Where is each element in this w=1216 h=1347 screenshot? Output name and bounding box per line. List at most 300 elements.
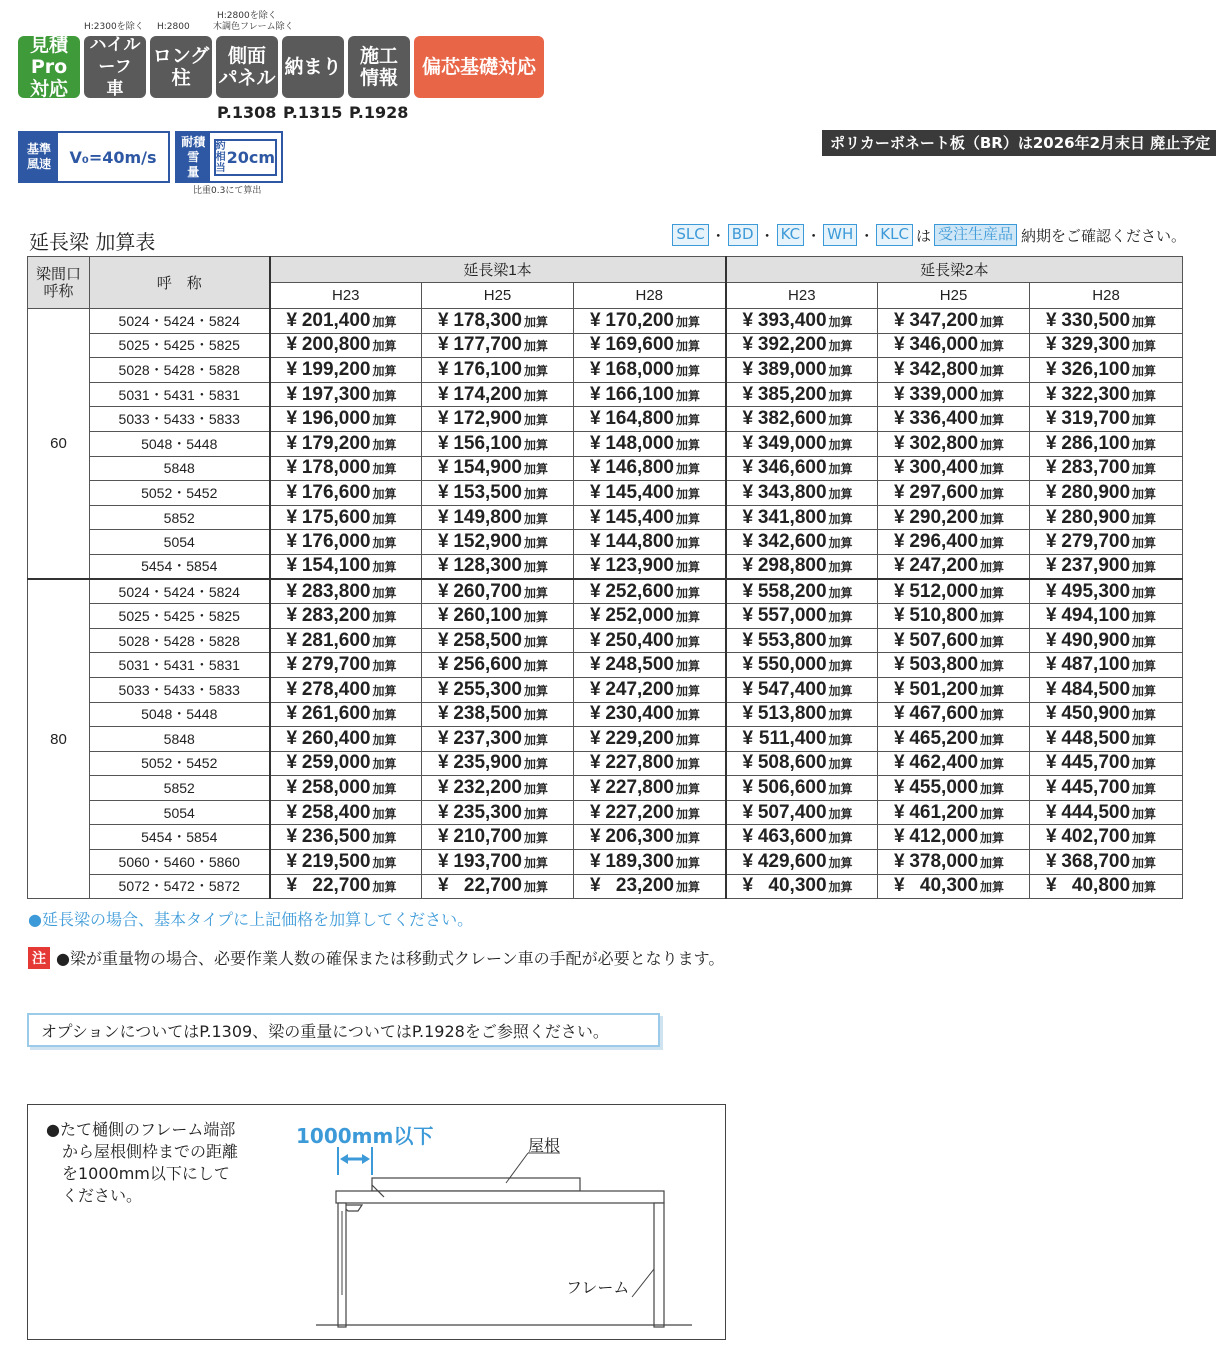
model-cell: 5848 <box>90 727 270 752</box>
price-cell <box>1030 530 1183 555</box>
wind-value: V₀=40m/s <box>69 147 157 167</box>
model-cell: 5852 <box>90 505 270 530</box>
price-amount: 154,900 <box>453 457 522 479</box>
yen-sign: ¥ <box>438 801 449 823</box>
header-group1: 延長梁1本 <box>270 257 726 283</box>
price-amount: 507,400 <box>757 801 827 823</box>
add-label: 加算 <box>372 855 397 870</box>
price-amount: 280,900 <box>1061 506 1131 528</box>
add-label: 加算 <box>372 609 397 624</box>
yen-sign: ¥ <box>894 358 905 380</box>
price-amount: 256,600 <box>453 654 522 676</box>
add-label: 加算 <box>828 806 853 821</box>
add-label: 加算 <box>980 708 1005 723</box>
price-amount: 445,700 <box>1061 752 1131 774</box>
yen-sign: ¥ <box>1046 826 1057 848</box>
price-cell <box>422 751 574 776</box>
price-amount: 558,200 <box>757 580 827 602</box>
model-cell: 5033・5433・5833 <box>90 677 270 702</box>
price-amount: 412,000 <box>909 826 979 848</box>
add-label: 加算 <box>676 486 701 501</box>
price-amount: 206,300 <box>605 826 674 848</box>
yen-sign: ¥ <box>286 703 298 725</box>
table-row <box>28 554 1183 579</box>
price-cell <box>878 751 1030 776</box>
add-label: 加算 <box>1132 732 1157 747</box>
price-amount: 336,400 <box>909 408 979 430</box>
price-amount: 461,200 <box>909 801 979 823</box>
add-label: 加算 <box>828 560 853 575</box>
price-cell <box>726 530 878 555</box>
yen-sign: ¥ <box>590 727 601 749</box>
price-cell <box>422 358 574 383</box>
model-cell: 5454・5854 <box>90 554 270 579</box>
add-label: 加算 <box>1132 806 1157 821</box>
model-cell: 5024・5424・5824 <box>90 309 270 334</box>
side-note-2: 木調色フレーム除く <box>213 22 294 32</box>
eccentric-foundation-badge: 偏芯基礎対応 <box>414 36 544 98</box>
price-cell <box>270 702 422 727</box>
price-amount: 235,300 <box>453 801 522 823</box>
price-amount: 467,600 <box>909 703 979 725</box>
add-label: 加算 <box>372 831 397 846</box>
yen-sign: ¥ <box>894 801 905 823</box>
add-label: 加算 <box>372 437 397 452</box>
price-cell <box>878 407 1030 432</box>
price-amount: 164,800 <box>605 408 674 430</box>
add-label: 加算 <box>828 782 853 797</box>
yen-sign: ¥ <box>1046 654 1057 676</box>
price-amount: 154,100 <box>301 555 371 577</box>
yen-sign: ¥ <box>1046 408 1057 430</box>
table-row <box>28 407 1183 432</box>
yen-sign: ¥ <box>1046 432 1057 454</box>
price-cell <box>726 431 878 456</box>
yen-sign: ¥ <box>894 875 905 897</box>
yen-sign: ¥ <box>286 358 298 380</box>
price-amount: 341,800 <box>757 506 827 528</box>
yen-sign: ¥ <box>894 555 905 577</box>
price-cell <box>422 530 574 555</box>
price-cell <box>878 825 1030 850</box>
yen-sign: ¥ <box>742 604 754 626</box>
price-amount: 152,900 <box>453 531 522 553</box>
add-label: 加算 <box>524 486 549 501</box>
yen-sign: ¥ <box>438 358 449 380</box>
price-amount: 281,600 <box>301 629 371 651</box>
yen-sign: ¥ <box>742 481 754 503</box>
add-label: 加算 <box>676 609 701 624</box>
add-label: 加算 <box>524 708 549 723</box>
add-label: 加算 <box>676 683 701 698</box>
yen-sign: ¥ <box>438 408 449 430</box>
yen-sign: ¥ <box>590 875 601 897</box>
yen-sign: ¥ <box>894 727 905 749</box>
table-row <box>28 579 1183 604</box>
yen-sign: ¥ <box>590 850 601 872</box>
price-amount: 22,700 <box>463 875 522 897</box>
yen-sign: ¥ <box>894 309 905 331</box>
price-amount: 465,200 <box>909 727 979 749</box>
price-amount: 260,700 <box>453 580 522 602</box>
price-amount: 227,200 <box>605 801 674 823</box>
yen-sign: ¥ <box>286 777 298 799</box>
price-cell <box>270 309 422 334</box>
add-label: 加算 <box>676 560 701 575</box>
snow-value: 20cm <box>226 147 275 167</box>
price-cell <box>422 431 574 456</box>
add-label: 加算 <box>524 732 549 747</box>
model-cell: 5025・5425・5825 <box>90 604 270 629</box>
add-label: 加算 <box>980 782 1005 797</box>
add-label: 加算 <box>1132 683 1157 698</box>
yen-sign: ¥ <box>286 334 298 356</box>
price-amount: 172,900 <box>453 408 522 430</box>
snow-suffix: 相当 <box>215 151 226 174</box>
yen-sign: ¥ <box>438 826 449 848</box>
price-amount: 319,700 <box>1061 408 1131 430</box>
yen-sign: ¥ <box>590 457 601 479</box>
yen-sign: ¥ <box>742 727 754 749</box>
yen-sign: ¥ <box>894 703 905 725</box>
tag-slc: SLC <box>672 224 708 246</box>
price-cell <box>726 825 878 850</box>
price-cell <box>1030 309 1183 334</box>
yen-sign: ¥ <box>286 752 298 774</box>
footnote-heavy <box>28 946 724 969</box>
price-amount: 146,800 <box>605 457 674 479</box>
tag-kc: KC <box>777 224 805 246</box>
add-label: 加算 <box>676 634 701 649</box>
add-label: 加算 <box>980 536 1005 551</box>
yen-sign: ¥ <box>1046 777 1057 799</box>
table-row <box>28 776 1183 801</box>
price-cell <box>270 850 422 875</box>
price-amount: 166,100 <box>605 383 674 405</box>
add-label: 加算 <box>828 831 853 846</box>
model-cell: 5025・5425・5825 <box>90 333 270 358</box>
price-amount: 177,700 <box>453 334 522 356</box>
price-cell <box>878 530 1030 555</box>
price-cell <box>574 727 726 752</box>
yen-sign: ¥ <box>742 383 754 405</box>
price-cell <box>878 702 1030 727</box>
yen-sign: ¥ <box>438 777 449 799</box>
model-cell: 5024・5424・5824 <box>90 579 270 604</box>
model-cell: 5052・5452 <box>90 481 270 506</box>
add-label: 加算 <box>676 659 701 674</box>
add-label: 加算 <box>676 806 701 821</box>
mitsumori-pro-badge: 見積Pro 対応 <box>18 36 80 98</box>
add-label: 加算 <box>372 683 397 698</box>
add-label: 加算 <box>524 855 549 870</box>
yen-sign: ¥ <box>742 334 754 356</box>
price-cell <box>878 333 1030 358</box>
add-label: 加算 <box>524 536 549 551</box>
add-label: 加算 <box>1132 609 1157 624</box>
price-cell <box>1030 702 1183 727</box>
table-row <box>28 874 1183 899</box>
yen-sign: ¥ <box>438 555 449 577</box>
add-label: 加算 <box>524 634 549 649</box>
yen-sign: ¥ <box>742 826 754 848</box>
add-label: 加算 <box>980 880 1005 895</box>
yen-sign: ¥ <box>742 506 754 528</box>
price-amount: 144,800 <box>605 531 674 553</box>
price-amount: 330,500 <box>1061 309 1131 331</box>
price-cell <box>574 579 726 604</box>
price-cell <box>422 579 574 604</box>
add-label: 加算 <box>372 732 397 747</box>
price-cell <box>270 653 422 678</box>
add-label: 加算 <box>980 634 1005 649</box>
price-amount: 278,400 <box>301 678 371 700</box>
add-label: 加算 <box>980 609 1005 624</box>
price-cell <box>878 800 1030 825</box>
price-cell <box>422 850 574 875</box>
add-label: 加算 <box>980 757 1005 772</box>
price-amount: 238,500 <box>453 703 522 725</box>
table-row <box>28 333 1183 358</box>
yen-sign: ¥ <box>590 555 601 577</box>
price-amount: 179,200 <box>301 432 371 454</box>
table-row <box>28 309 1183 334</box>
yen-sign: ¥ <box>286 604 298 626</box>
yen-sign: ¥ <box>590 531 601 553</box>
yen-sign: ¥ <box>1046 703 1057 725</box>
price-amount: 219,500 <box>301 850 371 872</box>
add-label: 加算 <box>524 388 549 403</box>
add-label: 加算 <box>1132 363 1157 378</box>
price-cell <box>574 431 726 456</box>
price-amount: 297,600 <box>909 481 979 503</box>
price-cell <box>878 850 1030 875</box>
add-label: 加算 <box>1132 413 1157 428</box>
price-cell <box>574 333 726 358</box>
yen-sign: ¥ <box>894 432 905 454</box>
price-cell <box>270 604 422 629</box>
price-amount: 237,900 <box>1061 555 1131 577</box>
price-amount: 169,600 <box>605 334 674 356</box>
price-cell <box>574 850 726 875</box>
price-cell <box>878 382 1030 407</box>
price-amount: 553,800 <box>757 629 827 651</box>
price-cell <box>422 604 574 629</box>
add-label: 加算 <box>1132 880 1157 895</box>
add-label: 加算 <box>676 339 701 354</box>
model-cell: 5028・5428・5828 <box>90 628 270 653</box>
yen-sign: ¥ <box>590 826 601 848</box>
add-label: 加算 <box>828 437 853 452</box>
price-cell <box>878 505 1030 530</box>
price-cell <box>726 309 878 334</box>
yen-sign: ¥ <box>286 629 298 651</box>
price-amount: 227,800 <box>605 777 674 799</box>
price-cell <box>878 431 1030 456</box>
add-label: 加算 <box>1132 585 1157 600</box>
yen-sign: ¥ <box>1046 629 1057 651</box>
price-cell <box>422 333 574 358</box>
add-label: 加算 <box>980 831 1005 846</box>
price-cell <box>270 628 422 653</box>
price-amount: 550,000 <box>757 654 827 676</box>
yen-sign: ¥ <box>590 358 601 380</box>
price-cell <box>726 333 878 358</box>
price-cell <box>1030 751 1183 776</box>
yen-sign: ¥ <box>894 850 905 872</box>
price-amount: 547,400 <box>757 678 827 700</box>
price-cell <box>878 579 1030 604</box>
add-label: 加算 <box>372 462 397 477</box>
price-cell <box>878 309 1030 334</box>
yen-sign: ¥ <box>590 752 601 774</box>
page-ref-side-panel: P.1308 <box>217 103 277 122</box>
price-cell <box>1030 800 1183 825</box>
price-cell <box>574 874 726 899</box>
price-cell <box>1030 333 1183 358</box>
price-cell <box>1030 628 1183 653</box>
yen-sign: ¥ <box>742 777 754 799</box>
yen-sign: ¥ <box>894 457 905 479</box>
yen-sign: ¥ <box>894 531 905 553</box>
add-label: 加算 <box>1132 462 1157 477</box>
price-amount: 210,700 <box>453 826 522 848</box>
price-amount: 450,900 <box>1061 703 1131 725</box>
price-cell <box>878 456 1030 481</box>
price-cell <box>422 702 574 727</box>
price-amount: 501,200 <box>909 678 979 700</box>
header-span: 梁間口 呼称 <box>28 257 90 309</box>
table-row <box>28 358 1183 383</box>
add-label: 加算 <box>372 314 397 329</box>
price-cell <box>1030 604 1183 629</box>
yen-sign: ¥ <box>894 752 905 774</box>
price-cell <box>574 407 726 432</box>
price-cell <box>726 702 878 727</box>
add-label: 加算 <box>524 314 549 329</box>
yen-sign: ¥ <box>590 580 601 602</box>
price-amount: 260,100 <box>453 604 522 626</box>
yen-sign: ¥ <box>286 555 298 577</box>
yen-sign: ¥ <box>438 703 449 725</box>
side-note-1: H:2800を除く <box>217 11 277 21</box>
price-amount: 237,300 <box>453 727 522 749</box>
price-amount: 153,500 <box>453 481 522 503</box>
price-amount: 462,400 <box>909 752 979 774</box>
price-cell <box>422 407 574 432</box>
add-label: 加算 <box>828 339 853 354</box>
price-cell <box>422 825 574 850</box>
price-cell <box>574 825 726 850</box>
add-label: 加算 <box>828 585 853 600</box>
price-amount: 339,000 <box>909 383 979 405</box>
yen-sign: ¥ <box>286 383 298 405</box>
yen-sign: ¥ <box>590 408 601 430</box>
table-row <box>28 431 1183 456</box>
add-label: 加算 <box>1132 634 1157 649</box>
yen-sign: ¥ <box>286 801 298 823</box>
price-cell <box>726 800 878 825</box>
price-amount: 280,900 <box>1061 481 1131 503</box>
yen-sign: ¥ <box>438 678 449 700</box>
price-cell <box>422 727 574 752</box>
price-amount: 255,300 <box>453 678 522 700</box>
price-cell <box>422 505 574 530</box>
yen-sign: ¥ <box>894 334 905 356</box>
caution-mark: 注 <box>28 947 50 969</box>
price-cell <box>574 776 726 801</box>
price-amount: 444,500 <box>1061 801 1131 823</box>
header-h28-1: H28 <box>574 283 726 309</box>
price-amount: 40,300 <box>768 875 827 897</box>
price-amount: 250,400 <box>605 629 674 651</box>
price-cell <box>1030 407 1183 432</box>
price-cell <box>1030 481 1183 506</box>
add-label: 加算 <box>1132 831 1157 846</box>
yen-sign: ¥ <box>1046 481 1057 503</box>
price-cell <box>726 628 878 653</box>
table-row <box>28 456 1183 481</box>
add-label: 加算 <box>524 462 549 477</box>
price-amount: 342,800 <box>909 358 979 380</box>
model-cell: 5052・5452 <box>90 751 270 776</box>
price-amount: 199,200 <box>301 358 371 380</box>
price-cell <box>726 579 878 604</box>
price-cell <box>1030 727 1183 752</box>
price-cell <box>574 751 726 776</box>
price-amount: 508,600 <box>757 752 827 774</box>
add-label: 加算 <box>372 806 397 821</box>
custom-order-line: SLC ・ BD ・ KC ・ WH ・ KLC は 受注生産品 納期をご確認ください。 <box>672 224 1186 246</box>
add-label: 加算 <box>828 363 853 378</box>
add-label: 加算 <box>676 511 701 526</box>
yen-sign: ¥ <box>438 432 449 454</box>
header-h23-1: H23 <box>270 283 422 309</box>
yen-sign: ¥ <box>1046 678 1057 700</box>
yen-sign: ¥ <box>590 801 601 823</box>
yen-sign: ¥ <box>286 481 298 503</box>
long-pillar-badge: ロング 柱 <box>150 36 212 98</box>
price-amount: 402,700 <box>1061 826 1131 848</box>
yen-sign: ¥ <box>438 457 449 479</box>
yen-sign: ¥ <box>438 875 449 897</box>
add-label: 加算 <box>372 388 397 403</box>
yen-sign: ¥ <box>894 629 905 651</box>
price-cell <box>878 554 1030 579</box>
table-row <box>28 505 1183 530</box>
yen-sign: ¥ <box>894 506 905 528</box>
price-cell <box>270 800 422 825</box>
yen-sign: ¥ <box>1046 801 1057 823</box>
yen-sign: ¥ <box>590 383 601 405</box>
table-row <box>28 481 1183 506</box>
yen-sign: ¥ <box>286 309 298 331</box>
yen-sign: ¥ <box>1046 752 1057 774</box>
price-cell <box>574 456 726 481</box>
option-reference: オプションについてはP.1309、梁の重量についてはP.1928をご参照ください。 <box>27 1013 660 1047</box>
yen-sign: ¥ <box>742 703 754 725</box>
yen-sign: ¥ <box>742 555 754 577</box>
add-label: 加算 <box>1132 757 1157 772</box>
price-amount: 236,500 <box>301 826 371 848</box>
add-label: 加算 <box>524 511 549 526</box>
add-label: 加算 <box>676 708 701 723</box>
add-label: 加算 <box>676 363 701 378</box>
add-label: 加算 <box>524 363 549 378</box>
price-cell <box>422 382 574 407</box>
add-label: 加算 <box>372 511 397 526</box>
price-cell <box>726 604 878 629</box>
